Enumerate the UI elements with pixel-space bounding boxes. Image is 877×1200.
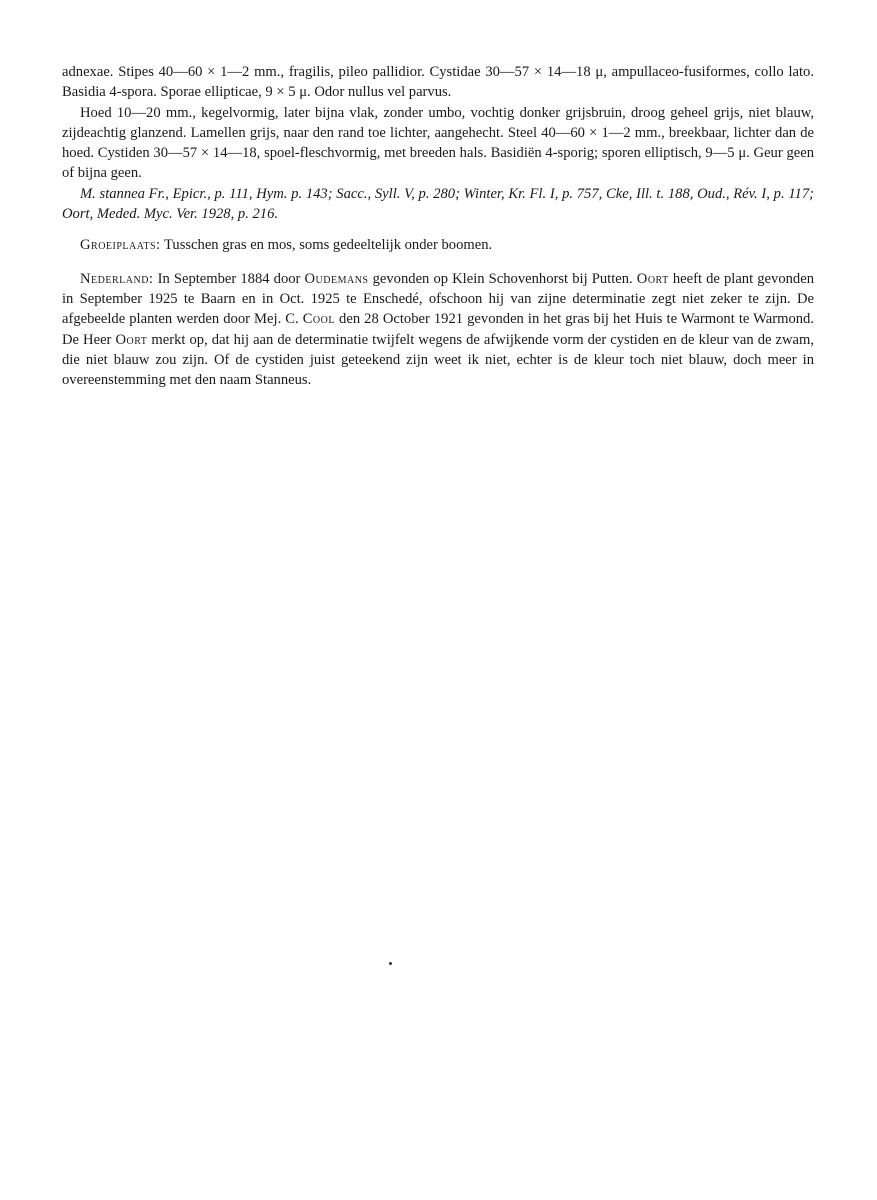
latin-description-text: adnexae. Stipes 40—60 × 1—2 mm., fragilis, pileo pallidior. Cystidae 30—57 × 14—18 μ, ampullaceo-fusiformes, collo lato. Basidia 4-spora. Sporae ellipticae, 9 × 5 μ. Odor nullus vel parvus. bbox=[62, 64, 814, 101]
distribution-paragraph bbox=[62, 269, 814, 391]
distribution-text-2: gevonden op Klein Schovenhorst bij Putten. bbox=[368, 270, 637, 287]
latin-description-tail bbox=[62, 62, 814, 103]
distribution-text-1: In September 1884 door bbox=[153, 270, 305, 287]
scan-speck bbox=[389, 962, 392, 965]
dutch-description bbox=[62, 103, 814, 184]
literature-references bbox=[62, 184, 814, 225]
distribution-text-4: den 28 October 1921 gevonden in het gras bij het Huis te Warmont te Warmond. De Heer bbox=[62, 311, 814, 348]
dutch-description-text: Hoed 10—20 mm., kegelvormig, later bijna vlak, zonder umbo, vochtig donker grijsbruin, droog geheel grijs, niet blauw, zijdeachtig glanzend. Lamellen grijs, naar den rand toe lichter, aangehecht. Steel 40—60 × 1—2 mm., breekbaar, lichter dan de hoed. Cystiden 30—57 × 14—18, spoel-fleschvormig, met breeden hals. Basidiën 4-sporig; sporen elliptisch, 9—5 μ. Geur geen of bijna geen. bbox=[62, 104, 814, 182]
document-page bbox=[62, 62, 814, 390]
observer-name-oort: Oort bbox=[115, 331, 148, 348]
collector-name-oort: Oort bbox=[636, 270, 669, 287]
habitat-text: Tusschen gras en mos, soms gedeeltelijk onder boomen. bbox=[160, 237, 493, 254]
references-text: M. stannea Fr., Epicr., p. 111, Hym. p. 143; Sacc., Syll. V, p. 280; Winter, Kr. Fl. I, p. 757, Cke, Ill. t. 188, Oud., Rév. I, p. 117; Oort, Meded. Myc. Ver. 1928, p. 216. bbox=[62, 185, 814, 223]
collector-name-oudemans: Oudemans bbox=[304, 270, 369, 287]
distribution-label: Nederland: bbox=[80, 270, 154, 287]
collector-name-cool: Cool bbox=[302, 311, 335, 328]
habitat-label: Groeiplaats: bbox=[80, 237, 161, 254]
habitat-paragraph bbox=[62, 235, 814, 255]
distribution-text-5: merkt op, dat hij aan de determinatie twijfelt wegens de afwijkende vorm der cystiden en de kleur van de zwam, die niet blauw zou zijn. Of de cystiden juist geteekend zijn weet ik niet, echter is de kleur toch niet blauw, doch meer in overeenstemming met den naam Stanneus. bbox=[62, 331, 814, 389]
distribution-text-3: heeft de plant gevonden in September 1925 te Baarn en in Oct. 1925 te Enschedé, ofschoon hij van zijne determinatie zegt niet zeker te zijn. De afgebeelde planten werden door Mej. C. bbox=[62, 270, 815, 328]
